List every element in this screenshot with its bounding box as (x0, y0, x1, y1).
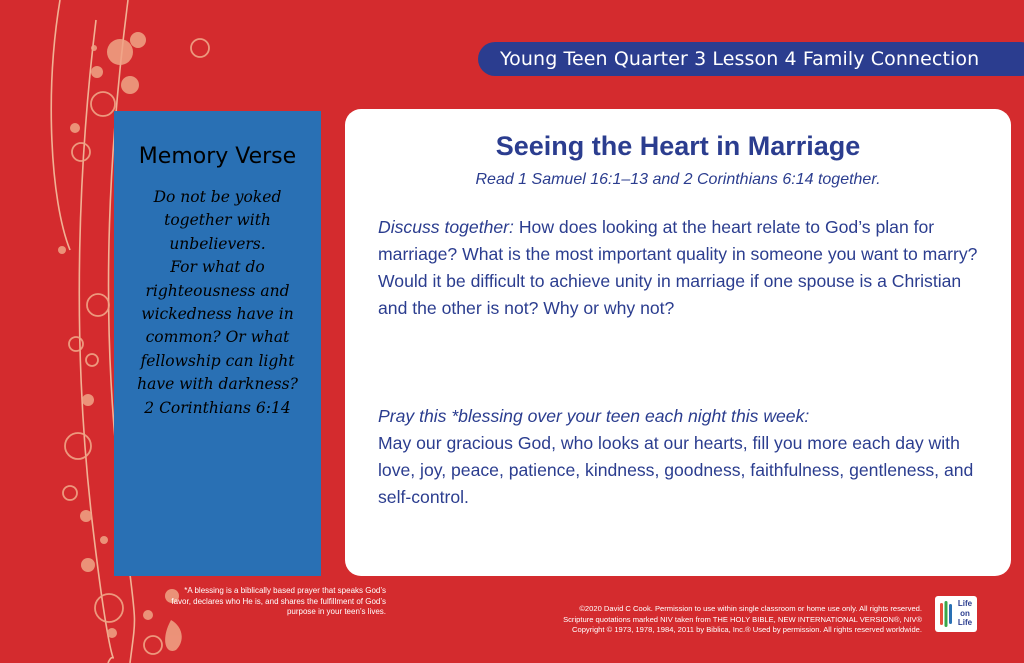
verse-line: unbelievers. (169, 234, 266, 253)
memory-verse-panel (114, 111, 321, 576)
verse-line: fellowship can light (140, 351, 295, 370)
logo-mark-icon (939, 600, 953, 628)
lesson-header-title: Young Teen Quarter 3 Lesson 4 Family Connection (500, 48, 980, 70)
life-on-life-logo (935, 596, 977, 632)
pray-text: May our gracious God, who looks at our hearts, fill you more each day with love, joy, peace, patience, kindness, goodness, faithfulness, gentleness, and self-control. (378, 433, 974, 507)
card-title: Seeing the Heart in Marriage (495, 131, 861, 161)
discuss-paragraph (378, 214, 988, 322)
logo-word: on (960, 608, 970, 618)
verse-line: have with darkness? (137, 375, 298, 394)
family-connection-card (345, 109, 1011, 576)
verse-line: Do not be yoked (153, 188, 282, 206)
logo-word: Life (957, 618, 973, 627)
verse-line: together with (164, 211, 271, 230)
pray-paragraph (378, 403, 988, 511)
copyright-line: Copyright © 1973, 1978, 1984, 2011 by Biblica, Inc.® Used by permission. All rights reserved worldwide. (572, 625, 922, 634)
memory-verse-text (114, 186, 321, 420)
pray-label: Pray this *blessing over your teen each night this week: (378, 406, 810, 426)
copyright-notice (450, 604, 922, 636)
copyright-line: ©2020 David C Cook. Permission to use within single classroom or home use only. All rights reserved. (579, 604, 922, 613)
verse-line: common? Or what (145, 328, 290, 347)
memory-verse-reference: 2 Corinthians 6:14 (144, 398, 291, 417)
discuss-label: Discuss together: (378, 217, 514, 237)
card-subtitle: Read 1 Samuel 16:1–13 and 2 Corinthians 6:14 together. (475, 171, 881, 188)
logo-text (954, 599, 976, 628)
memory-verse-title: Memory Verse (138, 144, 297, 169)
verse-line: For what do (170, 258, 265, 277)
copyright-line: Scripture quotations marked NIV taken from THE HOLY BIBLE, NEW INTERNATIONAL VERSION®, NIV® (563, 614, 922, 624)
verse-line: wickedness have in (141, 305, 294, 324)
discuss-text: How does looking at the heart relate to God’s plan for marriage? What is the most important quality in someone you want to marry? Would it be difficult to achieve unity in marriage if one spouse is a Christian and the other is not? Why or why not? (378, 217, 978, 318)
blessing-footnote: *A blessing is a biblically based prayer that speaks God’s favor, declares who He is, and shares the fulfillment of God’s purpose in your teen’s lives. (171, 586, 386, 616)
verse-line: righteousness and (145, 281, 290, 300)
lesson-header (478, 42, 1024, 76)
logo-word: Life (957, 599, 973, 608)
